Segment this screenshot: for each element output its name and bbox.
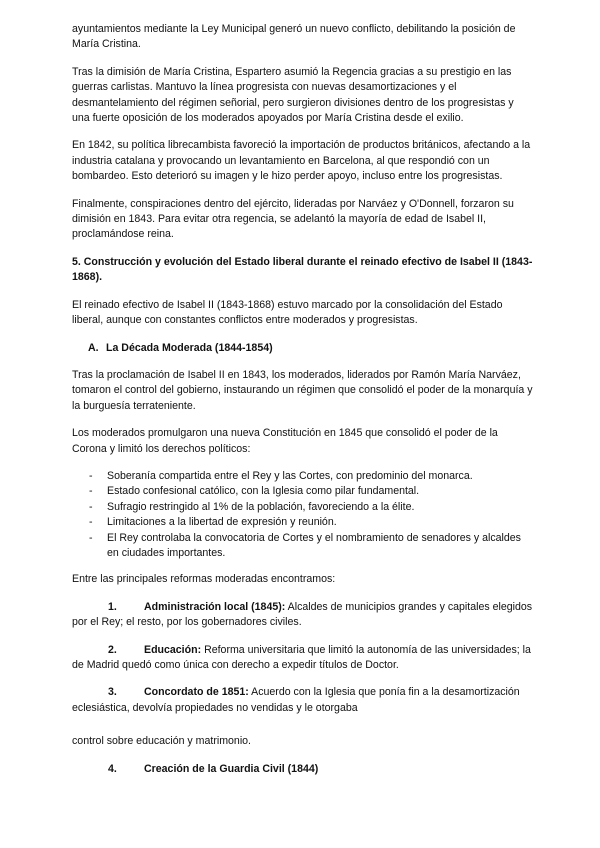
paragraph-1842-bombardeo: En 1842, su política librecambista favoreció la importación de productos británicos, afectando a la industria catalana y provocando un levantamiento en Barcelona, al que respondió con un bombardeo. Esto deterioró su imagen y le hizo perder apoyo, incluso entre los progresistas.	[72, 139, 531, 183]
paragraph-espartero-regencia: Tras la dimisión de María Cristina, Espartero asumió la Regencia gracias a su prestigio en las guerras carlistas. Mantuvo la línea progresista con nuevas desamortizaciones y el desmantelamiento del régimen señorial, pero surgieron divisiones dentro de los progresistas y una fuerte oposición de los moderados apoyados por María Cristina desde el exilio.	[72, 65, 514, 125]
constitution-bullet-list	[72, 469, 534, 561]
paragraph-dimision-1843: Finalmente, conspiraciones dentro del ejército, lideradas por Narváez y O'Donnell, forzaron su dimisión en 1843. Para evitar otra regencia, se adelantó la mayoría de edad de Isabel II, proclamándose reina.	[72, 197, 514, 241]
paragraph-maria-cristina-end: ayuntamientos mediante la Ley Municipal generó un nuevo conflicto, debilitando la posición de María Cristina.	[72, 23, 516, 51]
reform-item-4: 4. Creación de la Guardia Civil (1844)	[108, 762, 319, 775]
list-item: - Soberanía compartida entre el Rey y las Cortes, con predominio del monarca.	[89, 469, 473, 482]
reform-item-1: 1. Administración local (1845): Alcaldes de municipios grandes y capitales elegidos por el Rey; el resto, por los gobernadores civiles.	[72, 600, 533, 629]
reform-item-2: 2. Educación: Reforma universitaria que limitó la autonomía de las universidades; la de Madrid quedó como única con derecho a expedir títulos de Doctor.	[72, 643, 531, 671]
reform-item-3: 3. Concordato de 1851: Acuerdo con la Iglesia que ponía fin a la desamortización eclesiástica, devolvía propiedades no vendidas y le otorgaba	[72, 686, 520, 714]
section-5-heading: 5. Construcción y evolución del Estado liberal durante el reinado efectivo de Isabel II (1843-1868).	[72, 255, 533, 284]
subsection-decada-moderada	[88, 341, 534, 356]
paragraph-proclamacion: Tras la proclamación de Isabel II en 1843, los moderados, liderados por Ramón María Narváez, tomaron el control del gobierno, instaurando un régimen que consolidó el poder de la monarquía y la burguesía terrateniente.	[72, 368, 533, 412]
list-item: - Sufragio restringido al 1% de la población, favoreciendo a la élite.	[89, 500, 415, 513]
subsection-title: La Década Moderada (1844-1854)	[106, 341, 273, 354]
list-item: - El Rey controlaba la convocatoria de Cortes y el nombramiento de senadores y alcaldes en ciudades importantes.	[89, 531, 521, 559]
subsection-letter: A.	[88, 341, 99, 354]
list-item: - Limitaciones a la libertad de expresión y reunión.	[89, 516, 337, 529]
reform-3-continuation: control sobre educación y matrimonio.	[72, 735, 252, 748]
paragraph-reinado-efectivo: El reinado efectivo de Isabel II (1843-1868) estuvo marcado por la consolidación del Estado liberal, aunque con constantes conflictos entre moderados y progresistas.	[72, 298, 503, 327]
paragraph-constitucion-1845: Los moderados promulgaron una nueva Constitución en 1845 que consolidó el poder de la Corona y limitó los derechos políticos:	[72, 427, 498, 455]
document-page	[72, 22, 534, 789]
list-item: - Estado confesional católico, con la Iglesia como pilar fundamental.	[89, 485, 420, 498]
paragraph-reformas-intro: Entre las principales reformas moderadas encontramos:	[72, 573, 336, 586]
